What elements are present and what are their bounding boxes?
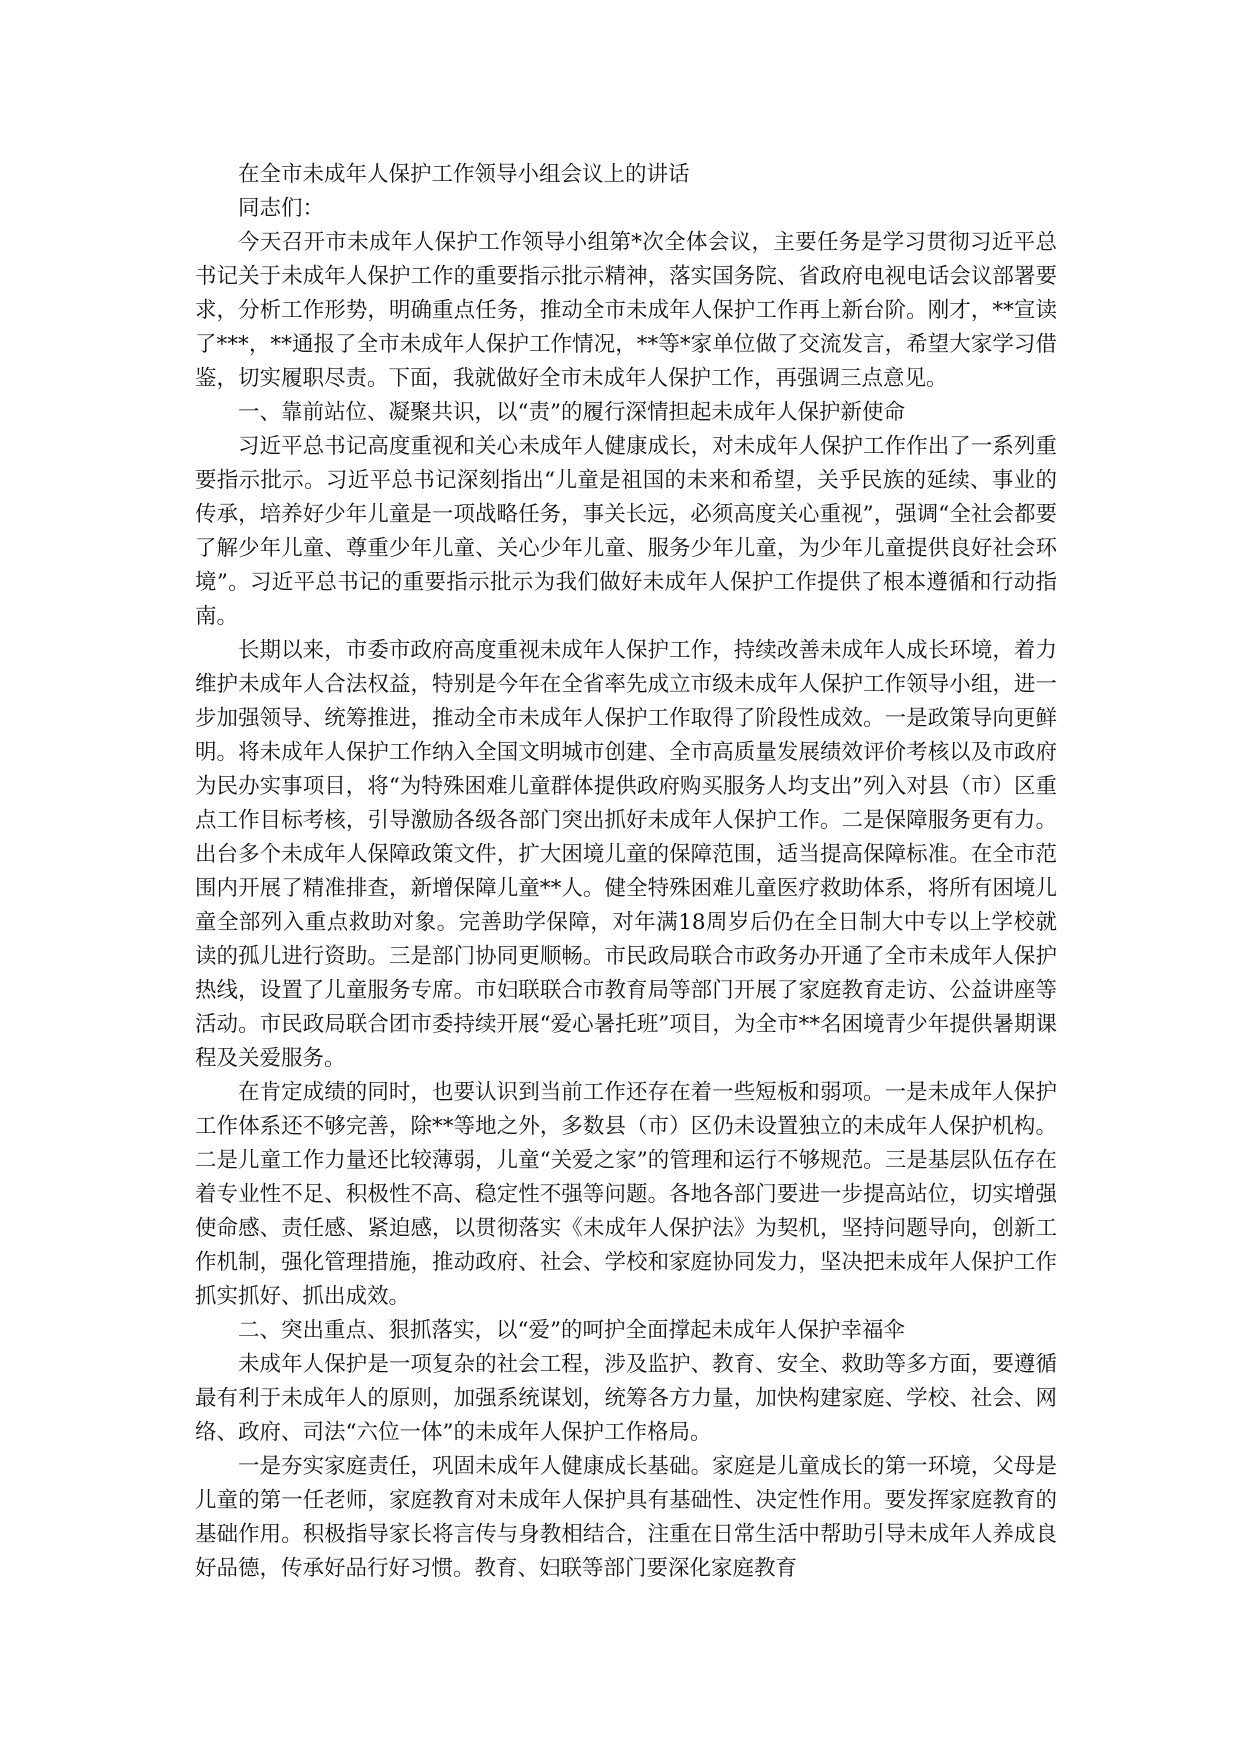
document-title: 在全市未成年人保护工作领导小组会议上的讲话 <box>238 162 690 187</box>
paragraph: 在肯定成绩的同时，也要认识到当前工作还存在着一些短板和弱项。一是未成年人保护工作体系还不够完善，除**等地之外，多数县（市）区仍未设置独立的未成年人保护机构。二是儿童工作力量还比较薄弱，儿童“关爱之家”的管理和运行不够规范。三是基层队伍存在着专业性不足、积极性不高、稳定性不强等问题。各地各部门要进一步提高站位，切实增强使命感、责任感、紧迫感，以贯彻落实《未成年人保护法》为契机，坚持问题导向，创新工作机制，强化管理措施，推动政府、社会、学校和家庭协同发力，坚决把未成年人保护工作抓实抓好、抓出成效。 <box>195 1080 1057 1309</box>
paragraph: 未成年人保护是一项复杂的社会工程，涉及监护、教育、安全、救助等多方面，要遵循最有利于未成年人的原则，加强系统谋划，统筹各方力量，加快构建家庭、学校、社会、网络、政府、司法“六位一体”的未成年人保护工作格局。 <box>195 1352 1057 1445</box>
paragraph: 一是夯实家庭责任，巩固未成年人健康成长基础。家庭是儿童成长的第一环境，父母是儿童的第一任老师，家庭教育对未成年人保护具有基础性、决定性作用。要发挥家庭教育的基础作用。积极指导家长将言传与身教相结合，注重在日常生活中帮助引导未成年人养成良好品德，传承好品行好习惯。教育、妇联等部门要深化家庭教育 <box>195 1454 1057 1581</box>
document-body <box>195 158 1057 1586</box>
greeting: 同志们： <box>238 196 325 221</box>
section-heading-1: 一、靠前站位、凝聚共识，以“责”的履行深情担起未成年人保护新使命 <box>238 400 905 425</box>
paragraph: 长期以来，市委市政府高度重视未成年人保护工作，持续改善未成年人成长环境，着力维护未成年人合法权益，特别是今年在全省率先成立市级未成年人保护工作领导小组，进一步加强领导、统筹推进，推动全市未成年人保护工作取得了阶段性成效。一是政策导向更鲜明。将未成年人保护工作纳入全国文明城市创建、全市高质量发展绩效评价考核以及市政府为民办实事项目，将“为特殊困难儿童群体提供政府购买服务人均支出”列入对县（市）区重点工作目标考核，引导激励各级各部门突出抓好未成年人保护工作。二是保障服务更有力。出台多个未成年人保障政策文件，扩大困境儿童的保障范围，适当提高保障标准。在全市范围内开展了精准排查，新增保障儿童**人。健全特殊困难儿童医疗救助体系，将所有困境儿童全部列入重点救助对象。完善助学保障，对年满18周岁后仍在全日制大中专以上学校就读的孤儿进行资助。三是部门协同更顺畅。市民政局联合市政务办开通了全市未成年人保护热线，设置了儿童服务专席。市妇联联合市教育局等部门开展了家庭教育走访、公益讲座等活动。市民政局联合团市委持续开展“爱心暑托班”项目，为全市**名困境青少年提供暑期课程及关爱服务。 <box>195 638 1057 1071</box>
paragraph-opening: 今天召开市未成年人保护工作领导小组第*次全体会议，主要任务是学习贯彻习近平总书记关于未成年人保护工作的重要指示批示精神，落实国务院、省政府电视电话会议部署要求，分析工作形势，明确重点任务，推动全市未成年人保护工作再上新台阶。刚才，**宣读了***，**通报了全市未成年人保护工作情况，**等*家单位做了交流发言，希望大家学习借鉴，切实履职尽责。下面，我就做好全市未成年人保护工作，再强调三点意见。 <box>195 230 1057 391</box>
paragraph: 习近平总书记高度重视和关心未成年人健康成长，对未成年人保护工作作出了一系列重要指示批示。习近平总书记深刻指出“儿童是祖国的未来和希望，关乎民族的延续、事业的传承，培养好少年儿童是一项战略任务，事关长远，必须高度关心重视”，强调“全社会都要了解少年儿童、尊重少年儿童、关心少年儿童、服务少年儿童，为少年儿童提供良好社会环境”。习近平总书记的重要指示批示为我们做好未成年人保护工作提供了根本遵循和行动指南。 <box>195 434 1057 629</box>
section-heading-2: 二、突出重点、狠抓落实，以“爱”的呵护全面撑起未成年人保护幸福伞 <box>238 1318 905 1343</box>
